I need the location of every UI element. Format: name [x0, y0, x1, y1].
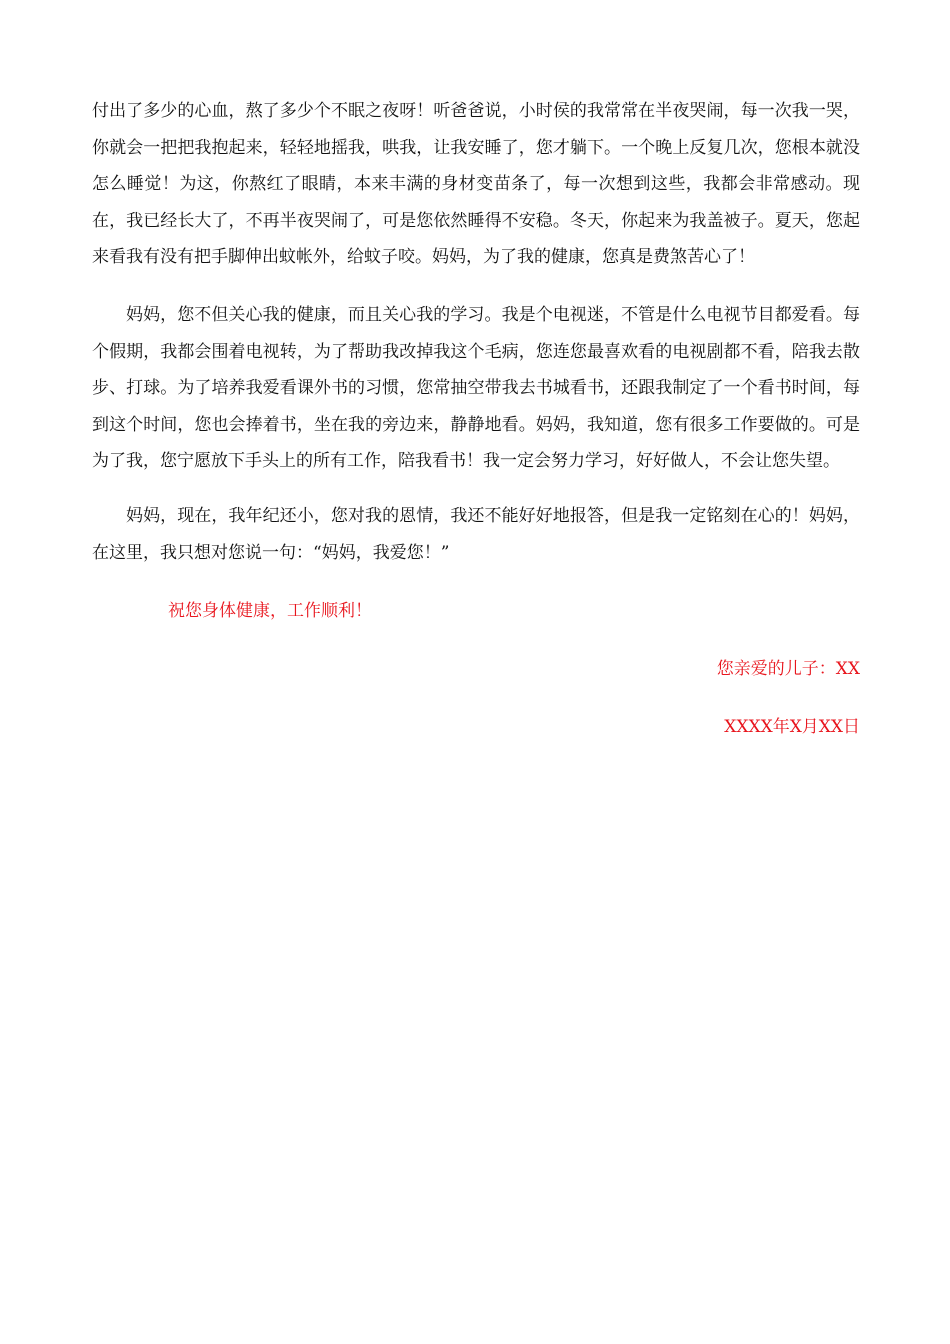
- letter-paragraph-2: 妈妈，您不但关心我的健康，而且关心我的学习。我是个电视迷，不管是什么电视节目都爱看。每个假期，我都会围着电视转，为了帮助我改掉我这个毛病，您连您最喜欢看的电视剧都不看，陪我去散步、打球。为了培养我爱看课外书的习惯，您常抽空带我去书城看书，还跟我制定了一个看书时间，每到这个时间，您也会捧着书，坐在我的旁边来，静静地看。妈妈，我知道，您有很多工作要做的。可是为了我，您宁愿放下手头上的所有工作，陪我看书！我一定会努力学习，好好做人，不会让您失望。: [92, 304, 860, 472]
- letter-paragraph-1: 付出了多少的心血，熬了多少个不眠之夜呀！听爸爸说，小时侯的我常常在半夜哭闹，每一次我一哭，你就会一把把我抱起来，轻轻地摇我，哄我，让我安睡了，您才躺下。一个晚上反复几次，您根本就没怎么睡觉！为这，你熬红了眼睛，本来丰满的身材变苗条了，每一次想到这些，我都会非常感动。现在，我已经长大了，不再半夜哭闹了，可是您依然睡得不安稳。冬天，你起来为我盖被子。夏天，您起来看我有没有把手脚伸出蚊帐外，给蚊子咬。妈妈，为了我的健康，您真是费煞苦心了！: [92, 101, 860, 268]
- letter-date: XXXX年X月XX日: [724, 717, 860, 738]
- letter-paragraph-3: 妈妈，现在，我年纪还小，您对我的恩情，我还不能好好地报答，但是我一定铭刻在心的！妈妈，在这里，我只想对您说一句：“妈妈，我爱您！”: [92, 505, 860, 563]
- letter-signature: 您亲爱的儿子：XX: [716, 659, 860, 680]
- letter-closing-wish: 祝您身体健康，工作顺利！: [168, 601, 372, 622]
- letter-page: [92, 93, 860, 745]
